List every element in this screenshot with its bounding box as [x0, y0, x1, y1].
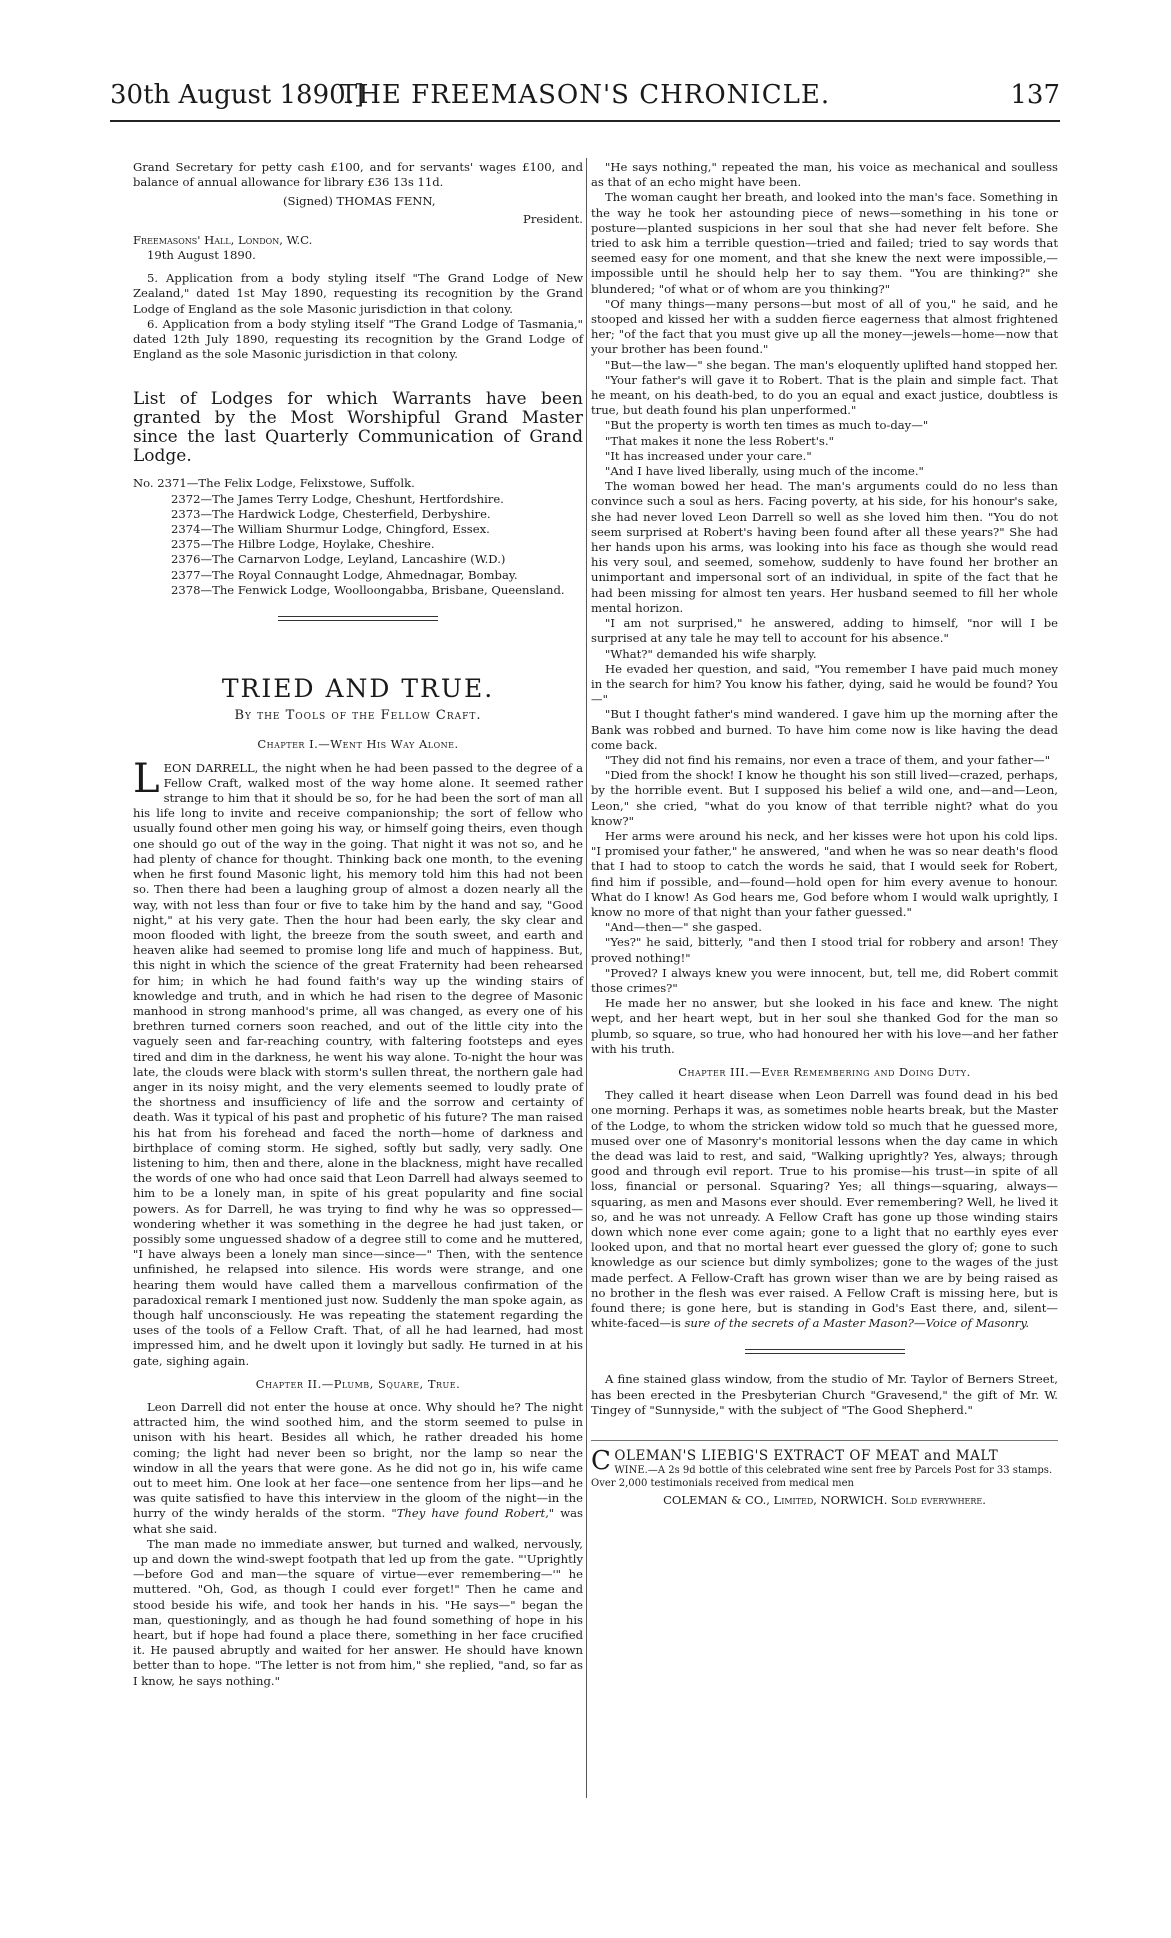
chapter-2-paragraph: "Yes?" he said, bitterly, "and then I stood trial for robbery and arson! They proved nothing!": [591, 935, 1058, 965]
chapter-2-paragraph: "He says nothing," repeated the man, his voice as mechanical and soulless as that of an echo might have been.: [591, 160, 1058, 190]
chapter-2-paragraph: "But—the law—" she began. The man's eloquently uplifted hand stopped her.: [605, 357, 1058, 372]
lodge-list-item: 2373—The Hardwick Lodge, Chesterfield, Derbyshire.: [171, 506, 491, 521]
right-column: [591, 160, 1058, 1508]
lodge-list-item: 2372—The James Terry Lodge, Cheshunt, Hertfordshire.: [171, 491, 504, 506]
report-date: 19th August 1890.: [147, 248, 256, 263]
lodge-list-item: 2376—The Carnarvon Lodge, Leyland, Lancashire (W.D.): [171, 552, 506, 567]
chapter-2-paragraph: He evaded her question, and said, "You remember I have paid much money in the search for him? You know his father, dying, said he would be found? You—": [591, 661, 1058, 707]
chapter-2-paragraph: The woman caught her breath, and looked into the man's face. Something in the way he took her astounding piece of news—something in his tone or posture—planted suspicions in her soul that she had never felt before. She tried to ask him a terrible question—tried and failed; tried to say words that seemed easy for one moment, and that she knew the next were impossible,—impossible until he should help her to say them. "You are thinking?" she blundered; "of what or of whom are you thinking?": [591, 190, 1058, 296]
newspaper-title: THE FREEMASON'S CHRONICLE.: [339, 80, 831, 110]
chapter-3-paragraph: They called it heart disease when Leon Darrell was found dead in his bed one morning. Perhaps it was, as sometimes noble hearts break, but the Master of the Lodge, to whom the stricken widow told so much that he guessed more, mused over one of Masonry's monitorial lessons when the day came in which the dead was laid to rest, and said, "Walking uprightly? Yes, always; through good and through evil report. True to his promise—his trust—in spite of all loss, financial or personal. Squaring? Yes; all things—squaring, always—squaring, as men and Masons ever should. Ever remembering? Well, he lived it so, and he was not unready. A Fellow Craft has gone up those winding stairs down which none ever come again; gone to a light that no earthly eyes ever looked upon, and that no mortal heart ever guessed the glory of; gone to such knowledge as our science but dimly symbolizes; gone to the wages of the just made perfect. A Fellow-Craft has grown wiser than we are by being raised as no brother in the flesh was ever raised. A Fellow Craft is missing here, but is found there; is gone here, but is standing in God's East there, and, silent—white-faced—is sure of the secrets of a Master Mason?—Voice of Masonry.: [591, 1088, 1058, 1331]
report-president: President.: [523, 211, 583, 226]
lodge-list-item: 2378—The Fenwick Lodge, Woolloongabba, Brisbane, Queensland.: [171, 582, 565, 597]
chapter-3-heading: Chapter III.—Ever Remembering and Doing Duty.: [678, 1064, 971, 1079]
application-6: 6. Application from a body styling itself "The Grand Lodge of Tasmania," dated 12th July 1890, requesting its recognition by the Grand Lodge of England as the sole Masonic jurisdiction in that colony.: [133, 316, 583, 362]
chapter-2-paragraph: He made her no answer, but she looked in his face and knew. The night wept, and her heart wept, but in her soul she thanked God for the man so plumb, so square, so true, who had honoured her with his love—and her father with his truth.: [591, 996, 1058, 1056]
chapter-2-paragraph: "Your father's will gave it to Robert. That is the plain and simple fact. That he meant, on his death-bed, to do you an equal and exact justice, doubtless is true, but death found his plan unperformed.": [591, 372, 1058, 418]
stained-glass-notice: A fine stained glass window, from the studio of Mr. Taylor of Berners Street, has been erected in the Presbyterian Church "Gravesend," the gift of Mr. W. Tingey of "Sunnyside," with the subject of "The Good Shepherd.": [591, 1372, 1058, 1417]
lead-words: EON DARRELL,: [163, 760, 259, 775]
chapter-2-paragraph: The woman bowed her head. The man's arguments could do no less than convince such a soul as hers. Facing poverty, at his side, for his honour's sake, she had never loved Leon Darrell so well as she loved him then. "You do not seem surprised at Robert's having been found after all these years?" She had her hands upon his arms, was looking into his face as though she would read his very soul, and seemed, somehow, suddenly to have found her brother an unimportant and impersonal sort of an individual, in spite of the fact that he had been missing for almost ten years. Her husband seemed to fill her whole mental horizon.: [591, 479, 1058, 615]
chapter-2-paragraph: "I am not surprised," he answered, adding to himself, "nor will I be surprised at any tale he may tell to account for his absence.": [591, 616, 1058, 646]
section-rule: [745, 1349, 905, 1354]
advert-headline: COLEMAN'S LIEBIG'S EXTRACT OF MEAT and MALT: [591, 1446, 999, 1477]
coleman-advertisement: [591, 1440, 1058, 1508]
left-column: [133, 160, 583, 1689]
lodge-list-item: 2375—The Hilbre Lodge, Hoylake, Cheshire.: [171, 537, 435, 552]
application-5: 5. Application from a body styling itself "The Grand Lodge of New Zealand," dated 1st May 1890, requesting its recognition by the Grand Lodge of England as the sole Masonic jurisdiction in that colony.: [133, 271, 583, 316]
page-header: [110, 78, 1060, 122]
advert-body: WINE.—A 2s 9d bottle of this celebrated wine sent free by Parcels Post for 33 stamps. Over 2,000 testimonials received from medical men: [591, 1465, 1053, 1490]
chapter-2-paragraph: "Of many things—many persons—but most of all of you," he said, and he stooped and kissed her with a sudden fierce eagerness that almost frightened her; "of the fact that you must give up all the money—jewels—home—now that your brother has been found.": [591, 296, 1058, 357]
chapter-2-paragraph: The man made no immediate answer, but turned and walked, nervously, up and down the wind-swept footpath that led up from the gate. "'Uprightly—before God and man—the square of virtue—ever remembering—'" he muttered. "Oh, God, as though I could ever forget!" Then he came and stood beside his wife, and took her hands in his. "He says—" began the man, questioningly, and as though he had found something of hope in his heart, but if hope had found a place there, something in her face crucified it. He paused abruptly and waited for her answer. He should have known better than to hope. "The letter is not from him," she replied, "and, so far as I know, he says nothing.": [133, 1536, 583, 1688]
chapter-2-paragraph: "They did not find his remains, nor even a trace of them, and your father—": [605, 752, 1051, 767]
chapter-2-paragraph: Her arms were around his neck, and her kisses were hot upon his cold lips. "I promised your father," he answered, "and when he was so near death's flood that I had to stoop to catch the words he said, that I would seek for Robert, find him if possible, and—found—hold open for him every avenue to honour. What do I know! As God hears me, God before whom I would walk uprightly, I know no more of that night than your father guessed.": [591, 828, 1058, 919]
chapter-2-paragraph: "Died from the shock! I know he thought his son still lived—crazed, perhaps, by the horrible event. But I supposed his belief a wild one, and—and—Leon, Leon," she cried, "what do you know of that terrible night? what do you know?": [591, 768, 1058, 828]
chapter-2-paragraph: "But the property is worth ten times as much to-day—": [605, 418, 929, 433]
warrants-heading: List of Lodges for which Warrants have been granted by the Most Worshipful Grand Master since the last Quarterly Communication of Grand Lodge.: [133, 389, 583, 467]
chapter-2-paragraph: "And I have lived liberally, using much of the income.": [605, 464, 924, 479]
advert-drop-cap: C: [591, 1446, 612, 1477]
chapter-2-paragraph: "That makes it none the less Robert's.": [605, 433, 834, 448]
chapter-1-body: the night when he had been passed to the degree of a Fellow Craft, walked most of the way home alone. It seemed rather strange to him that it should be so, for he had been the sort of man all his life long to invite and receive companionship; the sort of fellow who usually found other men going his way, or himself going theirs, even though one should go out of the way in the going. That night it was not so, and he had plenty of chance for thought. Thinking back one month, to the evening when he first found Masonic light, his memory told him this had not been so. Then there had been a laughing group of almost a dozen nearly all the way, with not less than four or five to take him by the hand and say, "Good night," at his very gate. Then the hour had been early, the sky clear and moon flooded with light, the breeze from the south sweet, and earth and heaven alike had seemed to promise long life and much of happiness. But, this night in which the science of the great Fraternity had been rehearsed for him; in which he had found faith's way up the winding stairs of knowledge and truth, and in which he had risen to the degree of Masonic manhood in strong manhood's prime, all was changed, as every one of his brethren turned corners soon reached, and out of the little city into the vaguely seen and far-reaching country, with faltering footsteps and eyes tired and dim in the darkness, he went his way alone. To-night the hour was late, the clouds were black with storm's sullen threat, the northern gale had anger in its noisy might, and the very elements seemed to loudly prate of the shortness and insufficiency of life and the sorrow and certainty of death. Was it typical of his past and prophetic of his future? The man raised his hat from his forehead and faced the north—home of darkness and birthplace of coming storm. He sighed, softly but sadly, very sadly. One listening to him, then and there, alone in the blackness, might have recalled the words of one who had once said that Leon Darrell had always seemed to him to be a lonely man, in spite of his great popularity and fine social powers. As for Darrell, he was trying to find why he was so oppressed—wondering whether it was something in the degree he had just taken, or possibly some unguessed shadow of a degree still to come and he muttered, "I have always been a lonely man since—since—" Then, with the sentence unfinished, he relapsed into silence. His words were strange, and one hearing them would have called them a marvellous confirmation of the paradoxical remark I mentioned just now. Suddenly the man spoke again, as though half unconsciously. He was repeating the statement regarding the uses of the tools of a Fellow Craft. That, of all he had learned, had most impressed him, and he dwelt upon it lovingly but sadly. He turned in at his gate, sighing again.: [133, 760, 583, 1368]
report-tail-text: Grand Secretary for petty cash £100, and for servants' wages £100, and balance of annual allowance for library £36 13s 11d.: [133, 160, 583, 190]
chapter-2-paragraph: "It has increased under your care.": [605, 448, 812, 463]
issue-date: 30th August 1890.]: [110, 80, 365, 110]
lodge-list-item: No. 2371—The Felix Lodge, Felixstowe, Suffolk.: [133, 476, 415, 491]
column-divider: [586, 158, 587, 1798]
section-rule: [278, 616, 438, 621]
chapter-1-heading: Chapter I.—Went His Way Alone.: [257, 737, 459, 752]
chapter-1-text: [133, 755, 583, 1369]
page-number: 137: [1010, 80, 1060, 110]
lodge-list-item: 2374—The William Shurmur Lodge, Chingford, Essex.: [171, 522, 490, 537]
report-address: Freemasons' Hall, London, W.C.: [133, 232, 313, 247]
chapter-2-paragraph: "Proved? I always knew you were innocent, but, tell me, did Robert commit those crimes?": [591, 965, 1058, 995]
chapter-2-paragraph: "What?" demanded his wife sharply.: [605, 646, 817, 661]
drop-cap: L: [133, 755, 160, 802]
chapter-2-paragraph: Leon Darrell did not enter the house at once. Why should he? The night attracted him, the wind soothed him, and the storm seemed to pulse in unison with his heart. Besides all which, he rather dreaded his home coming; the light had never been so bright, nor the lamp so near the window in all the years that were gone. As he did not go in, his wife came out to meet him. One look at her face—one sentence from her lips—and he was quite satisfied to have this interview in the gloom of the night—in the hurry of the windy heralds of the storm. "They have found Robert," was what she said.: [133, 1400, 583, 1536]
chapter-2-paragraph: "But I thought father's mind wandered. I gave him up the morning after the Bank was robbed and burned. To have him come now is like having the dead come back.: [591, 707, 1058, 752]
report-signature: (Signed) THOMAS FENN,: [283, 194, 436, 209]
advert-footer: COLEMAN & CO., Limited, NORWICH. Sold everywhere.: [663, 1493, 986, 1508]
chapter-2-heading: Chapter II.—Plumb, Square, True.: [255, 1376, 461, 1391]
story-title: TRIED AND TRUE.: [221, 674, 495, 704]
chapter-2-paragraph: "And—then—" she gasped.: [605, 920, 762, 935]
lodge-list-item: 2377—The Royal Connaught Lodge, Ahmednagar, Bombay.: [171, 567, 518, 582]
story-byline: By the Tools of the Fellow Craft.: [234, 708, 482, 724]
